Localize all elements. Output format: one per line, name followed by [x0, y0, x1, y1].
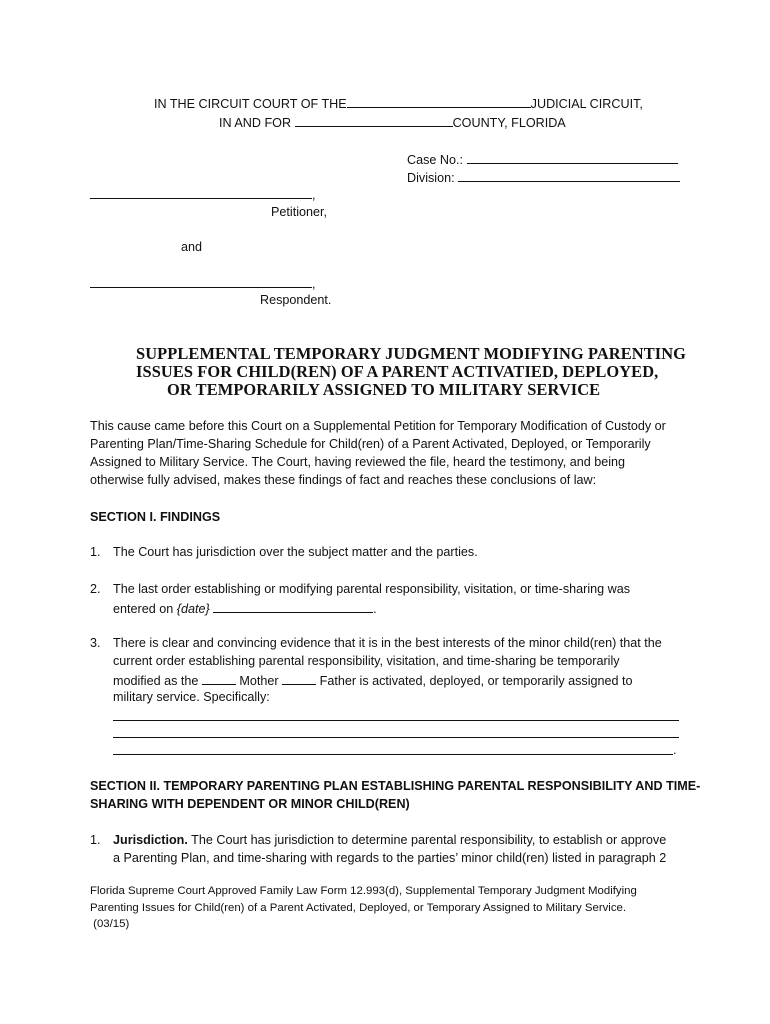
finding-2-line-2 [113, 600, 377, 616]
jurisdiction-number: 1. [90, 833, 101, 847]
jurisdiction-heading: Jurisdiction. [113, 833, 188, 847]
finding-3-number: 3. [90, 636, 101, 650]
footer-line-1: Florida Supreme Court Approved Family Law Form 12.993(d), Supplemental Temporary Judgment Modifying [90, 885, 637, 897]
respondent-name-blank[interactable] [90, 275, 312, 288]
date-blank[interactable] [213, 600, 373, 613]
entered-on-label: entered on [113, 602, 174, 616]
division-blank[interactable] [458, 169, 680, 182]
case-no-row [407, 151, 678, 167]
petitioner-name-blank[interactable] [90, 186, 312, 199]
court-line [154, 95, 643, 111]
jurisdiction-line-2: a Parenting Plan, and time-sharing with regards to the parties’ minor child(ren) listed in paragraph 2 [113, 851, 667, 865]
case-no-blank[interactable] [467, 151, 678, 164]
county-line-prefix: IN AND FOR [219, 116, 292, 130]
case-no-label: Case No.: [407, 153, 463, 167]
court-line-suffix: JUDICIAL CIRCUIT, [530, 97, 643, 111]
intro-line-4: otherwise fully advised, makes these findings of fact and reaches these conclusions of law: [90, 473, 597, 487]
father-checkbox-blank[interactable] [282, 672, 316, 685]
jurisdiction-line-1 [113, 833, 666, 847]
finding-2-period: . [373, 602, 377, 616]
petitioner-comma: , [312, 188, 316, 202]
and-label: and [181, 240, 203, 254]
section-2-heading-line-1: SECTION II. TEMPORARY PARENTING PLAN ESTABLISHING PARENTAL RESPONSIBILITY AND TIME- [90, 779, 701, 793]
county-line-suffix: COUNTY, FLORIDA [452, 116, 566, 130]
father-label: Father is activated, deployed, or temporarily assigned to [319, 674, 633, 688]
mother-label: Mother [239, 674, 279, 688]
intro-line-3: Assigned to Military Service. The Court, having reviewed the file, heard the testimony, and being [90, 455, 626, 469]
circuit-blank[interactable] [347, 95, 531, 108]
specifics-end-period: . [673, 743, 677, 757]
title-line-1: SUPPLEMENTAL TEMPORARY JUDGMENT MODIFYING PARENTING [136, 344, 686, 363]
specifics-line-2[interactable] [113, 737, 679, 738]
petitioner-label: Petitioner, [271, 205, 328, 219]
finding-2-number: 2. [90, 582, 101, 596]
footer-line-3: (03/15) [90, 918, 130, 930]
finding-3-line-2: current order establishing parental responsibility, visitation, and time-sharing be temporarily [113, 654, 620, 668]
court-line-prefix: IN THE CIRCUIT COURT OF THE [154, 97, 347, 111]
petitioner-name-row [90, 186, 316, 202]
finding-3-line-4: military service. Specifically: [113, 690, 270, 704]
respondent-label: Respondent. [260, 293, 332, 307]
specifics-line-3[interactable] [113, 754, 673, 755]
county-line [219, 114, 566, 130]
respondent-name-row [90, 275, 316, 291]
finding-3-line-3 [113, 672, 633, 688]
intro-line-1: This cause came before this Court on a Supplemental Petition for Temporary Modification of Custody or [90, 419, 666, 433]
mother-checkbox-blank[interactable] [202, 672, 236, 685]
footer-line-2: Parenting Issues for Child(ren) of a Parent Activated, Deployed, or Temporary Assigned to Military Service. [90, 902, 627, 914]
date-placeholder: {date} [176, 602, 210, 616]
modified-as-label: modified as the [113, 674, 199, 688]
title-line-2: ISSUES FOR CHILD(REN) OF A PARENT ACTIVATIED, DEPLOYED, [136, 362, 659, 381]
title-line-3: OR TEMPORARILY ASSIGNED TO MILITARY SERVICE [167, 380, 601, 399]
respondent-comma: , [312, 277, 316, 291]
section-2-heading-line-2: SHARING WITH DEPENDENT OR MINOR CHILD(REN) [90, 797, 410, 811]
jurisdiction-text: The Court has jurisdiction to determine parental responsibility, to establish or approve [191, 833, 667, 847]
division-row [407, 169, 680, 185]
division-label: Division: [407, 171, 455, 185]
finding-2-line-1: The last order establishing or modifying parental responsibility, visitation, or time-sharing was [113, 582, 631, 596]
section-1-heading: SECTION I. FINDINGS [90, 510, 221, 524]
finding-1-text: The Court has jurisdiction over the subject matter and the parties. [113, 545, 478, 559]
finding-3-line-1: There is clear and convincing evidence that it is in the best interests of the minor child(ren) that the [113, 636, 662, 650]
finding-1-number: 1. [90, 545, 101, 559]
county-blank[interactable] [295, 114, 453, 127]
intro-line-2: Parenting Plan/Time-Sharing Schedule for Child(ren) of a Parent Activated, Deployed, or Temporarily [90, 437, 651, 451]
specifics-line-1[interactable] [113, 720, 679, 721]
